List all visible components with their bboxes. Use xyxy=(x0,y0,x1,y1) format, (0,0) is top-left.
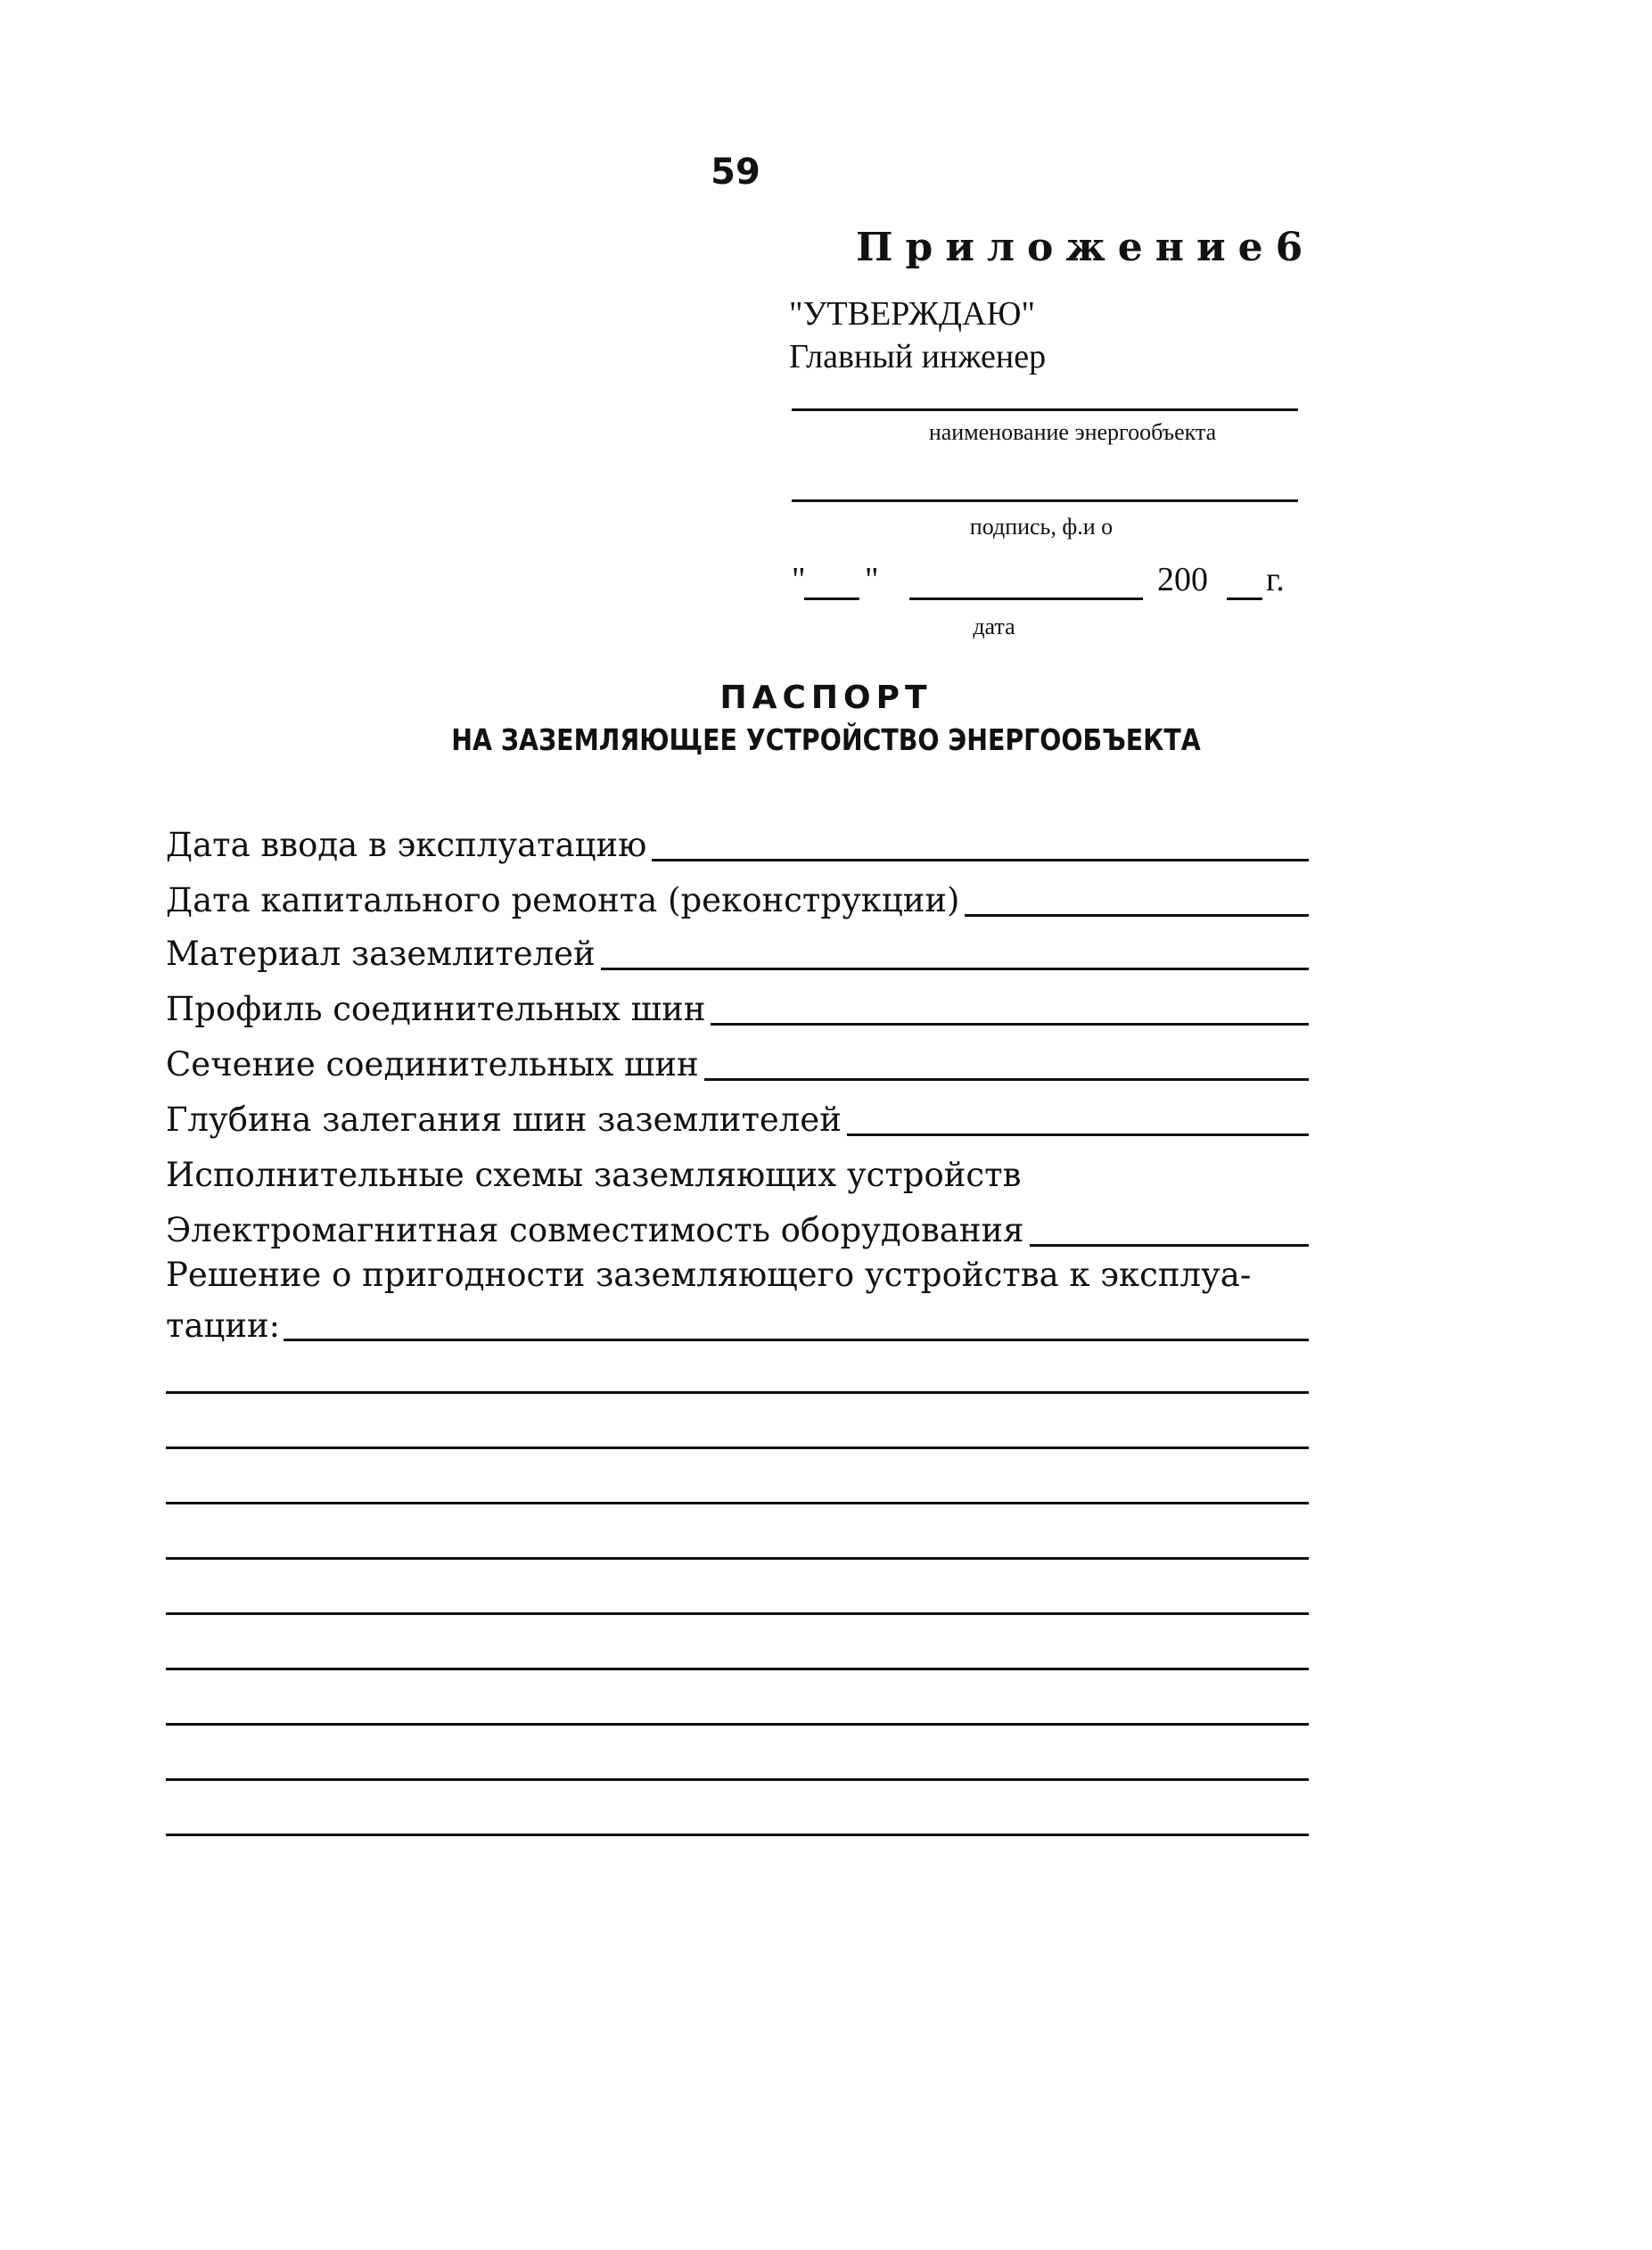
date-year-line xyxy=(1227,598,1262,600)
field-commissioning-date xyxy=(166,817,1309,867)
date-month-line xyxy=(909,598,1143,600)
field-blank-line[interactable] xyxy=(965,914,1309,917)
blank-line-4[interactable] xyxy=(166,1557,1309,1560)
object-name-caption: наименование энергообъекта xyxy=(928,419,1217,445)
field-blank-line[interactable] xyxy=(711,1023,1309,1026)
field-label: Дата ввода в эксплуатацию xyxy=(166,826,647,864)
field-overhaul-date xyxy=(166,872,1309,922)
field-bus-section xyxy=(166,1036,1309,1086)
field-label: Глубина залегания шин заземлителей xyxy=(166,1100,842,1139)
field-label: Исполнительные схемы заземляющих устройств xyxy=(166,1156,1022,1194)
decision-blank-line[interactable] xyxy=(284,1339,1309,1341)
field-label: Электромагнитная совместимость оборудования xyxy=(166,1211,1024,1249)
date-row xyxy=(785,560,1409,614)
field-label: Материал заземлителей xyxy=(166,935,596,973)
signature-caption: подпись, ф.и о xyxy=(969,514,1114,540)
appendix-heading: Приложение6 xyxy=(856,225,1316,270)
approve-stamp: "УТВЕРЖДАЮ" xyxy=(789,295,1035,333)
blank-line-5[interactable] xyxy=(166,1612,1309,1615)
field-blank-line[interactable] xyxy=(601,968,1309,970)
field-label: Сечение соединительных шин xyxy=(166,1045,699,1084)
field-bus-profile xyxy=(166,981,1309,1031)
blank-line-9[interactable] xyxy=(166,1834,1309,1836)
position-title: Главный инженер xyxy=(789,338,1047,375)
decision-text: Решение о пригодности заземляющего устройства к эксплуа- xyxy=(166,1256,1252,1294)
field-label: Дата капитального ремонта (реконструкции) xyxy=(166,881,960,919)
blank-line-7[interactable] xyxy=(166,1723,1309,1726)
object-name-line xyxy=(792,408,1298,411)
field-bus-depth xyxy=(166,1092,1309,1141)
date-suffix: г. xyxy=(1266,561,1285,598)
blank-line-8[interactable] xyxy=(166,1778,1309,1781)
date-quote-open: " xyxy=(792,561,806,598)
field-blank-line[interactable] xyxy=(704,1078,1309,1081)
field-blank-line[interactable] xyxy=(652,859,1309,861)
signature-line xyxy=(792,499,1298,502)
document-subtitle: НА ЗАЗЕМЛЯЮЩЕЕ УСТРОЙСТВО ЭНЕРГООБЪЕКТА xyxy=(451,722,1201,757)
field-electrode-material xyxy=(166,926,1309,976)
date-year: 200 xyxy=(1157,561,1208,598)
document-title: ПАСПОРТ xyxy=(719,680,933,716)
field-emc xyxy=(166,1202,1309,1252)
blank-line-2[interactable] xyxy=(166,1446,1309,1449)
blank-line-1[interactable] xyxy=(166,1391,1309,1394)
decision-line2 xyxy=(166,1300,1309,1345)
page-number: 59 xyxy=(711,152,760,193)
field-as-built-schemes xyxy=(166,1147,1309,1197)
date-caption: дата xyxy=(973,614,1015,639)
blank-line-6[interactable] xyxy=(166,1668,1309,1670)
field-blank-line[interactable] xyxy=(1030,1244,1309,1247)
date-quote-close: " xyxy=(865,561,879,598)
field-blank-line[interactable] xyxy=(847,1133,1309,1136)
decision-label: тации: xyxy=(166,1306,281,1345)
blank-line-3[interactable] xyxy=(166,1502,1309,1504)
date-day-line xyxy=(804,598,859,600)
field-label: Профиль соединительных шин xyxy=(166,990,706,1028)
